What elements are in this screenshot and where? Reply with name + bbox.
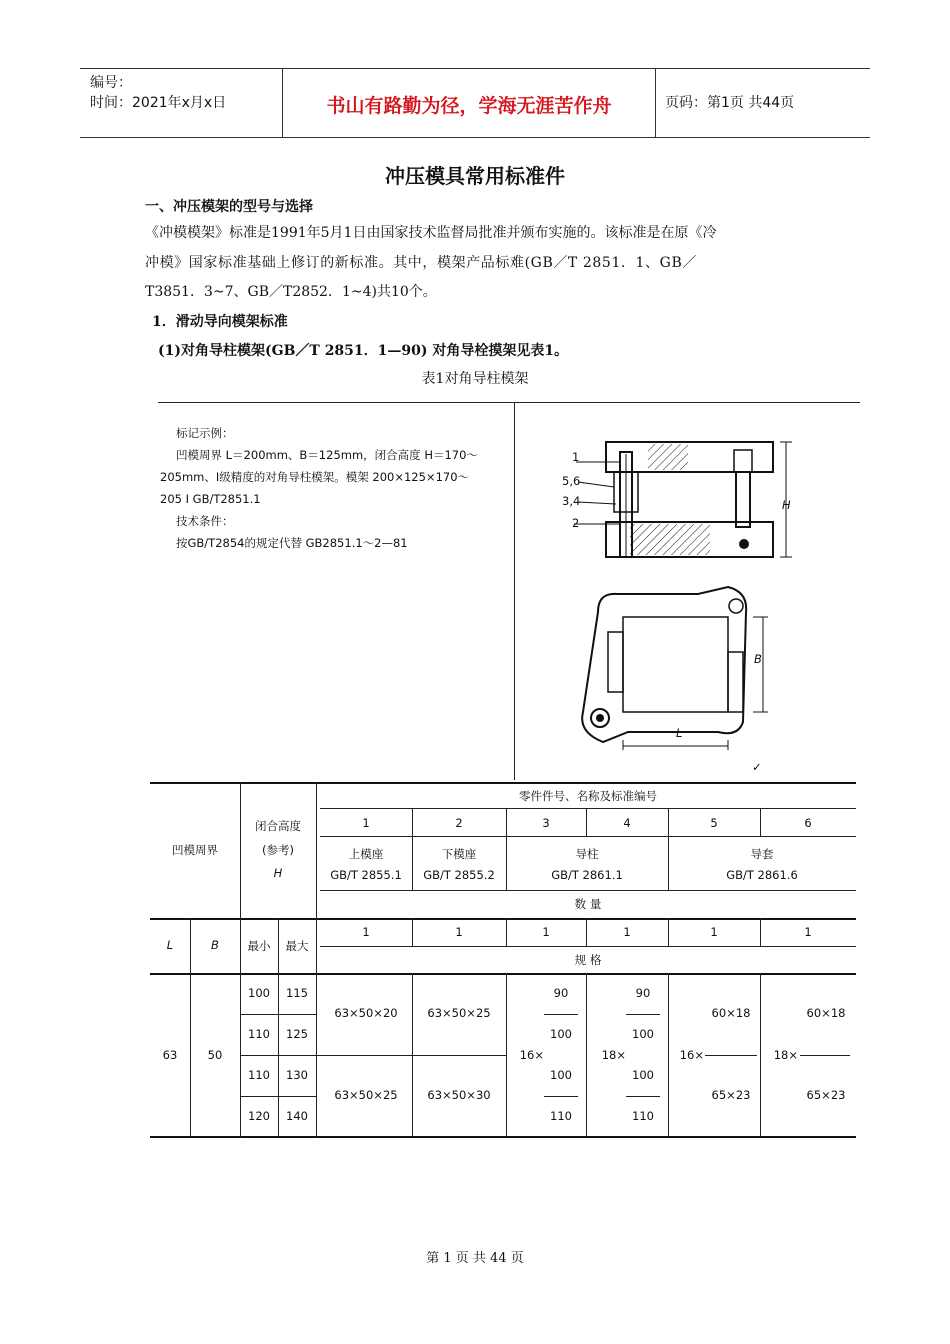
header-ref: (参考) — [262, 843, 294, 857]
part-std-lower: GB/T 2855.2 — [423, 868, 495, 882]
cell-min-3: 110 — [248, 1068, 270, 1082]
cell-max-4: 140 — [286, 1109, 308, 1123]
qty-6: 1 — [804, 925, 812, 939]
part-no-4: 4 — [623, 816, 631, 830]
rule — [705, 1055, 757, 1056]
rule — [150, 918, 856, 920]
rule — [544, 1014, 578, 1015]
part-name-pillar: 导柱 — [575, 847, 599, 861]
cell-max-1: 115 — [286, 986, 308, 1000]
die-set-section-drawing — [548, 432, 808, 572]
header-closed-height: 闭合高度 — [255, 819, 301, 833]
note-line-6: 按GB/T2854的规定代替 GB2851.1～2—81 — [176, 536, 408, 550]
cell-lower-1: 63×50×25 — [427, 1006, 491, 1020]
header-meta — [80, 69, 282, 137]
cell-pillar3-c: 100 — [550, 1068, 572, 1082]
rule — [150, 973, 856, 975]
dim-L-label: L — [676, 726, 683, 740]
part-name-lower: 下模座 — [441, 847, 477, 861]
header-die-perimeter: 凹模周界 — [172, 843, 218, 857]
cell-pillar3-a: 90 — [553, 986, 569, 1000]
section-heading: 一、冲压模架的型号与选择 — [145, 199, 313, 215]
subheading-1: 1．滑动导向模架标准 — [152, 314, 288, 330]
part-name-sleeve: 导套 — [750, 847, 774, 861]
rule — [150, 782, 856, 784]
paragraph-line-2: 冲模》国家标准基础上修订的新标准。其中，模架产品标难(GB／T 2851．1、GB／ — [145, 255, 697, 271]
time-label: 时间：2021年x月x日 — [90, 95, 227, 111]
part-name-upper: 上模座 — [348, 847, 384, 861]
header-B: B — [211, 938, 219, 952]
part-no-3: 3 — [542, 816, 550, 830]
rule — [240, 782, 241, 1138]
rule — [320, 890, 856, 891]
cell-sleeve6-a: 60×18 — [806, 1006, 846, 1020]
header-page-cell — [655, 69, 870, 137]
header-spec: 规 格 — [574, 953, 602, 967]
qty-3: 1 — [542, 925, 550, 939]
paragraph-line-3: T3851．3~7、GB／T2852．1~4)共10个。 — [145, 284, 437, 300]
header-H: H — [273, 866, 283, 880]
header-min: 最小 — [247, 939, 271, 953]
cell-sleeve6-b: 65×23 — [806, 1088, 846, 1102]
part-no-1: 1 — [362, 816, 370, 830]
cell-min-2: 110 — [248, 1027, 270, 1041]
rule — [800, 1055, 850, 1056]
figure-divider — [514, 402, 515, 780]
figure-top-rule — [158, 402, 860, 403]
cell-pillar3-b: 100 — [550, 1027, 572, 1041]
header-max: 最大 — [285, 939, 309, 953]
rule — [320, 836, 856, 837]
cell-pillar4-b: 100 — [632, 1027, 654, 1041]
cell-pillar-prefix-3: 16× — [519, 1048, 544, 1062]
rule — [320, 808, 856, 809]
rule — [316, 1055, 506, 1056]
qty-1: 1 — [362, 925, 370, 939]
qty-4: 1 — [623, 925, 631, 939]
header-quantity: 数 量 — [574, 897, 602, 911]
die-set-table — [150, 780, 856, 1138]
rule — [544, 1096, 578, 1097]
cell-pillar4-c: 100 — [632, 1068, 654, 1082]
header-parts: 零件件号、名称及标准编号 — [519, 789, 657, 803]
part-no-2: 2 — [455, 816, 463, 830]
cell-max-3: 130 — [286, 1068, 308, 1082]
cell-max-2: 125 — [286, 1027, 308, 1041]
motto: 书山有路勤为径，学海无涯苦作舟 — [326, 95, 612, 117]
rule — [412, 973, 413, 1136]
label-5-6: 5,6 — [562, 474, 581, 488]
cell-upper-2: 63×50×25 — [334, 1088, 398, 1102]
cell-min-4: 120 — [248, 1109, 270, 1123]
qty-5: 1 — [710, 925, 718, 939]
page-footer: 第 1 页 共 44 页 — [426, 1251, 524, 1266]
part-std-pillar: GB/T 2861.1 — [551, 868, 623, 882]
cell-lower-2: 63×50×30 — [427, 1088, 491, 1102]
page-header — [80, 68, 870, 138]
rule — [626, 1014, 660, 1015]
dim-B-label: B — [754, 652, 762, 666]
label-3-4: 3,4 — [562, 494, 581, 508]
label-1: 1 — [572, 450, 580, 464]
part-std-upper: GB/T 2855.1 — [330, 868, 402, 882]
figure-panel — [158, 402, 860, 780]
note-line-3: 205mm、Ⅰ级精度的对角导柱模架。模架 200×125×170～ — [160, 470, 470, 484]
cell-pillar4-d: 110 — [632, 1109, 654, 1123]
paragraph-line-1: 《冲模模架》标准是1991年5月1日由国家技术监督局批准并颁布实施的。该标准是在原《冷 — [145, 225, 717, 241]
rule — [626, 1096, 660, 1097]
header-L: L — [166, 938, 174, 952]
cell-pillar4-a: 90 — [635, 986, 651, 1000]
note-line-5: 技术条件： — [176, 514, 234, 528]
note-line-4: 205 Ⅰ GB/T2851.1 — [160, 492, 261, 506]
cell-upper-1: 63×50×20 — [334, 1006, 398, 1020]
header-motto-cell — [282, 69, 656, 137]
cell-min-1: 100 — [248, 986, 270, 1000]
cell-B: 50 — [207, 1048, 223, 1062]
part-no-5: 5 — [710, 816, 718, 830]
cell-pillar3-d: 110 — [550, 1109, 572, 1123]
cell-sleeve5-a: 60×18 — [711, 1006, 751, 1020]
code-label: 编号： — [90, 75, 132, 91]
cell-L: 63 — [162, 1048, 178, 1062]
dim-H-label: H — [782, 498, 791, 512]
page-title: 冲压模具常用标准件 — [385, 164, 565, 188]
rule — [150, 1136, 856, 1138]
cell-sleeve5-b: 65×23 — [711, 1088, 751, 1102]
table-caption: 表1对角导柱模架 — [421, 371, 529, 387]
qty-2: 1 — [455, 925, 463, 939]
subheading-2: (1)对角导柱模架(GB／T 2851．1—90) 对角导栓摸架见表1。 — [158, 343, 569, 359]
part-no-6: 6 — [804, 816, 812, 830]
label-2: 2 — [572, 516, 580, 530]
roughness-mark: ✓ — [752, 760, 762, 774]
cell-sleeve-prefix-6: 18× — [773, 1048, 798, 1062]
cell-sleeve-prefix-5: 16× — [679, 1048, 704, 1062]
note-line-2: 凹模周界 L＝200mm、B＝125mm，闭合高度 H＝170～ — [176, 448, 478, 462]
cell-pillar-prefix-4: 18× — [601, 1048, 626, 1062]
page-info: 页码：第1页 共44页 — [665, 95, 795, 111]
rule — [316, 782, 317, 1138]
part-std-sleeve: GB/T 2861.6 — [726, 868, 798, 882]
rule — [320, 946, 856, 947]
note-line-1: 标记示例： — [176, 426, 234, 440]
